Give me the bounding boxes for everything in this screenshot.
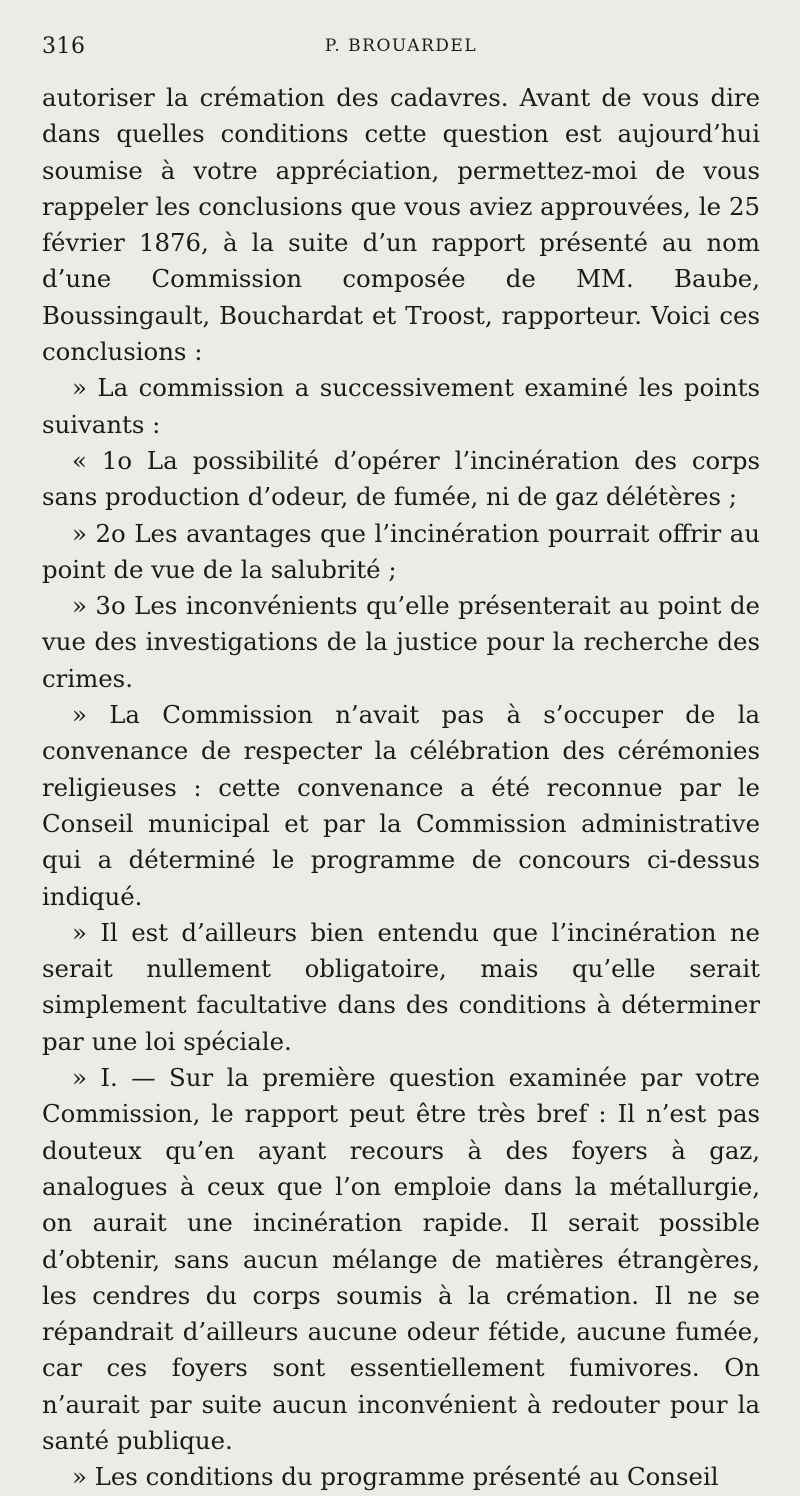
body-text: [42, 80, 760, 1496]
paragraph: « 1o La possibilité d’opérer l’incinération des corps sans production d’odeur, de fumée, ni de gaz délétères ;: [42, 445, 760, 512]
paragraph: » 3o Les inconvénients qu’elle présenterait au point de vue des investigations de la justice pour la recherche des crimes.: [42, 591, 760, 693]
paragraph: » I. — Sur la première question examinée par votre Commission, le rapport peut être très bref : Il n’est pas douteux qu’en ayant recours à des foyers à gaz, analogues à ceux que l’on emploie dans la métallurgie, on aurait une incinération rapide. Il serait possible d’obtenir, sans aucun mélange de matières étrangères, les cendres du corps soumis à la crémation. Il ne se répandrait d’ailleurs aucune odeur fétide, aucune fumée, car ces foyers sont essentiellement fumivores. On n’aurait par suite aucun inconvénient à redouter pour la santé publique.: [42, 1063, 760, 1455]
page-header: [42, 28, 760, 68]
paragraph: » Les conditions du programme présenté au Conseil: [72, 1462, 719, 1492]
paragraph: » La Commission n’avait pas à s’occuper de la convenance de respecter la célébration des cérémonies religieuses : cette convenance a été reconnue par le Conseil municipal et par la Commission administrative qui a déterminé le programme de concours ci-dessus indiqué.: [42, 700, 760, 911]
paragraph: autoriser la crémation des cadavres. Avant de vous dire dans quelles conditions cette question est aujourd’hui soumise à votre appréciation, permettez-moi de vous rappeler les conclusions que vous aviez approuvées, le 25 février 1876, à la suite d’un rapport présenté au nom d’une Commission composée de MM. Baube, Boussingault, Bouchardat et Troost, rapporteur. Voici ces conclusions :: [42, 83, 760, 367]
paragraph: » 2o Les avantages que l’incinération pourrait offrir au point de vue de la salubrité ;: [42, 518, 760, 584]
page-number: 316: [42, 34, 86, 59]
paragraph: » Il est d’ailleurs bien entendu que l’incinération ne serait nullement obligatoire, mais qu’elle serait simplement facultative dans des conditions à déterminer par une loi spéciale.: [42, 917, 760, 1056]
paragraph: » La commission a successivement examiné les points suivants :: [42, 373, 760, 439]
running-head: P. BROUARDEL: [324, 36, 478, 56]
